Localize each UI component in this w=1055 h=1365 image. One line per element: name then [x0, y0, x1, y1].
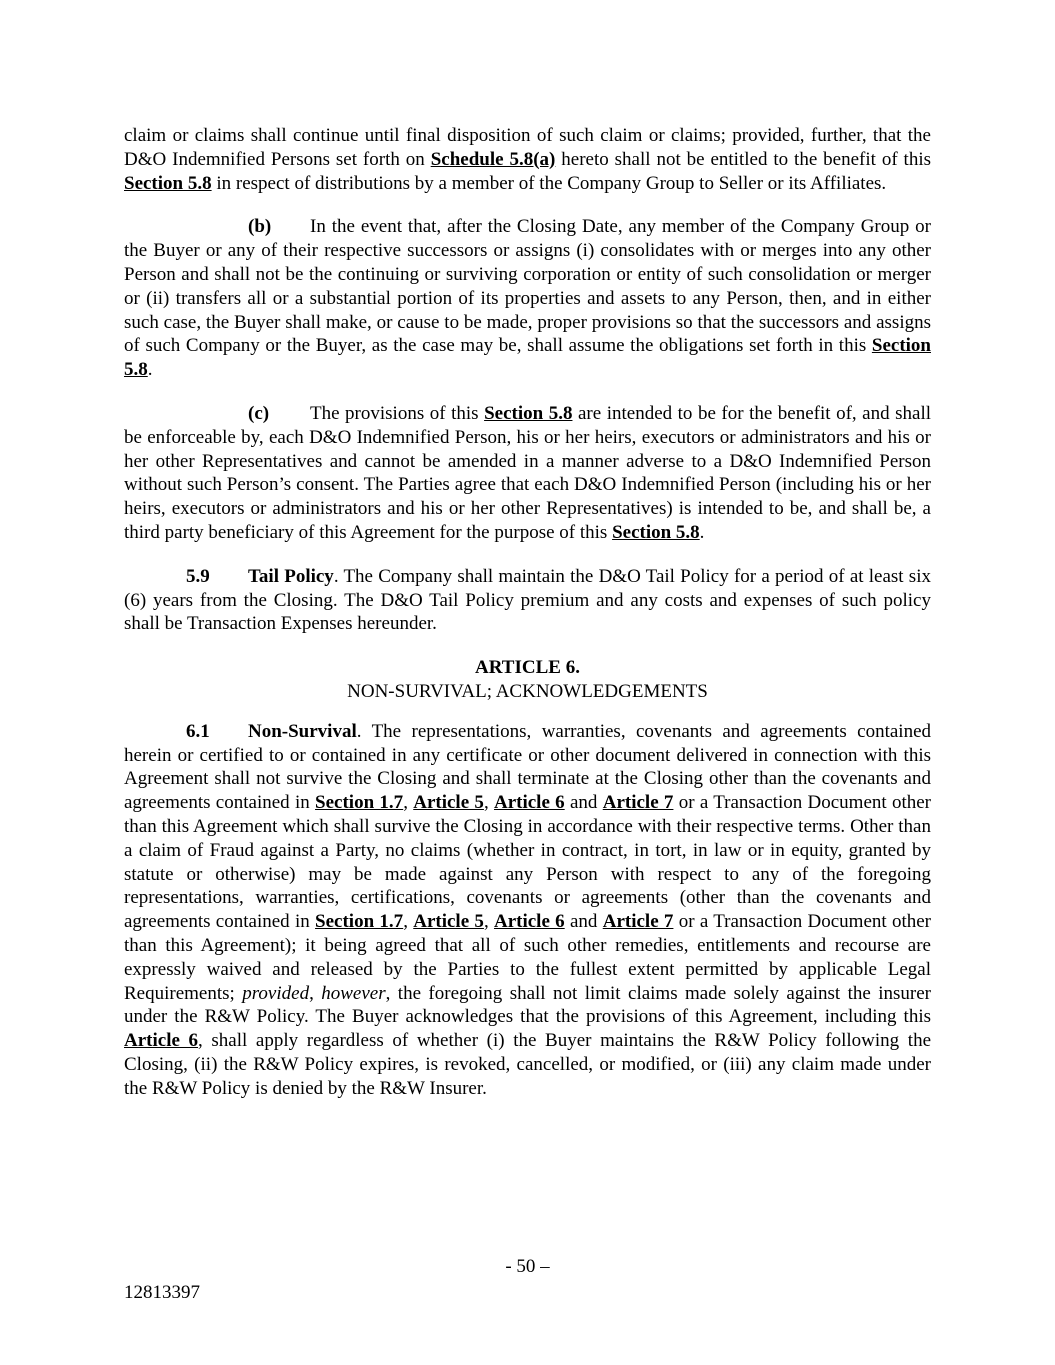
italic-term: provided — [242, 982, 310, 1004]
paragraph-c — [124, 402, 931, 545]
cross-reference: Article 7 — [602, 911, 674, 933]
cross-reference: Section 1.7 — [315, 911, 404, 933]
cross-reference: Article 6 — [124, 1030, 199, 1052]
text-run: , the foregoing shall not limit claims made solely against the insurer under the R&W Policy. The Buyer acknowledges that the provisions of this Agreement, including this — [124, 982, 932, 1028]
section-number: 6.1 — [186, 720, 210, 742]
text-run: . — [147, 359, 153, 381]
text-run: . — [699, 521, 705, 543]
text-run: are intended to be for the benefit of, and shall be enforceable by, each D&O Indemnified Person, his or her heirs, executors or administrators and his or her other Representatives and cannot be amended in a manner adverse to a D&O Indemnified Person without such Person’s consent. The Parties agree that each D&O Indemnified Person (including his or her heirs, executors or administrators and his or her other Representatives) is intended to be, and shall be, a third party beneficiary of this Agreement for the purpose of this — [124, 402, 932, 543]
text-run: or a Transaction Document other than this Agreement); it being agreed that all of such other remedies, entitlements and recourse are expressly waived and released by the Parties to the fullest extent permitted by applicable Legal Requirements; — [124, 911, 932, 1004]
page-number: - 50 – — [505, 1256, 550, 1277]
text-run: , — [403, 911, 414, 933]
article-heading-block — [124, 656, 931, 704]
text-run: In the event that, after the Closing Date, any member of the Company Group or the Buyer or any of their respective successors or assigns (i) consolidates with or merges into any other Person and shall not be the continuing or surviving corporation or entity of such consolidation or merger or (ii) transfers all or a substantial portion of its properties and assets to any Person, then, and in either such case, the Buyer shall make, or cause to be made, proper provisions so that the successors and assigns of such Company or the Buyer, as the case may be, shall assume the obligations set forth in this — [124, 216, 931, 357]
cross-reference: Article 5 — [413, 792, 484, 814]
text-run: hereto shall not be entitled to the benefit of this — [555, 148, 932, 170]
document-page — [124, 124, 931, 1100]
cross-reference: Article 6 — [493, 792, 565, 814]
text-run: , shall apply regardless of whether (i) the Buyer maintains the R&W Policy following the Closing, (ii) the R&W Policy expires, is revoked, cancelled, or modified, or (iii) any claim made under the R&W Policy is denied by the R&W Insurer. — [124, 1030, 932, 1099]
cross-reference: Section 5.8 — [612, 521, 700, 543]
cross-reference: Schedule 5.8(a) — [430, 148, 556, 170]
italic-term: however — [321, 982, 386, 1004]
paragraph-label: (b) — [248, 216, 272, 238]
cross-reference: Section 5.8 — [124, 172, 212, 194]
section-title: Tail Policy — [248, 565, 334, 587]
paragraph-a-continuation — [124, 124, 931, 195]
article-subheading: NON-SURVIVAL; ACKNOWLEDGEMENTS — [347, 680, 708, 702]
cross-reference: Article 7 — [602, 792, 674, 814]
text-run: The provisions of this — [310, 402, 485, 424]
section-6-1 — [124, 720, 931, 1101]
cross-reference: Article 6 — [493, 911, 565, 933]
text-run: , — [403, 792, 414, 814]
text-run: and — [564, 792, 603, 814]
text-run: . The Company shall maintain the D&O Tail Policy for a period of at least six (6) years from the Closing. The D&O Tail Policy premium and any costs and expenses of such policy shall be Transaction Expenses hereunder. — [124, 565, 931, 635]
cross-reference: Section 1.7 — [315, 792, 404, 814]
cross-reference: Section 5.8 — [124, 335, 931, 381]
article-heading: ARTICLE 6. — [475, 657, 580, 679]
text-run: claim or claims shall continue until final disposition of such claim or claims; provided, further, that the D&O Indemnified Persons set forth on — [124, 125, 931, 170]
text-run: . The representations, warranties, covenants and agreements contained herein or certified to or contained in any certificate or other document delivered in connection with this Agreement shall not survive the Closing and shall terminate at the Closing other than the covenants and agreements contained in — [124, 720, 931, 814]
section-number: 5.9 — [186, 565, 210, 587]
text-run: in respect of distributions by a member of the Company Group to Seller or its Affiliates. — [211, 172, 887, 194]
cross-reference: Section 5.8 — [484, 402, 573, 424]
text-run: and — [564, 911, 603, 933]
text-run: or a Transaction Document other than this Agreement which shall survive the Closing in accordance with their respective terms. Other than a claim of Fraud against a Party, no claims (whether in contract, in tort, in law or in equity, granted by statute or otherwise) may be made against any Person with respect to any of the foregoing representations, warranties, certifications, covenants or agreements (other than the covenants and agreements contained in — [124, 792, 932, 933]
paragraph-b — [124, 215, 931, 382]
cross-reference: Article 5 — [413, 911, 484, 933]
document-id: 12813397 — [124, 1282, 200, 1303]
paragraph-label: (c) — [248, 402, 270, 424]
text-run: , — [309, 982, 322, 1004]
section-5-9 — [124, 565, 931, 636]
section-title: Non-Survival — [248, 720, 357, 742]
text-run: , — [483, 792, 494, 814]
text-run: , — [483, 911, 494, 933]
